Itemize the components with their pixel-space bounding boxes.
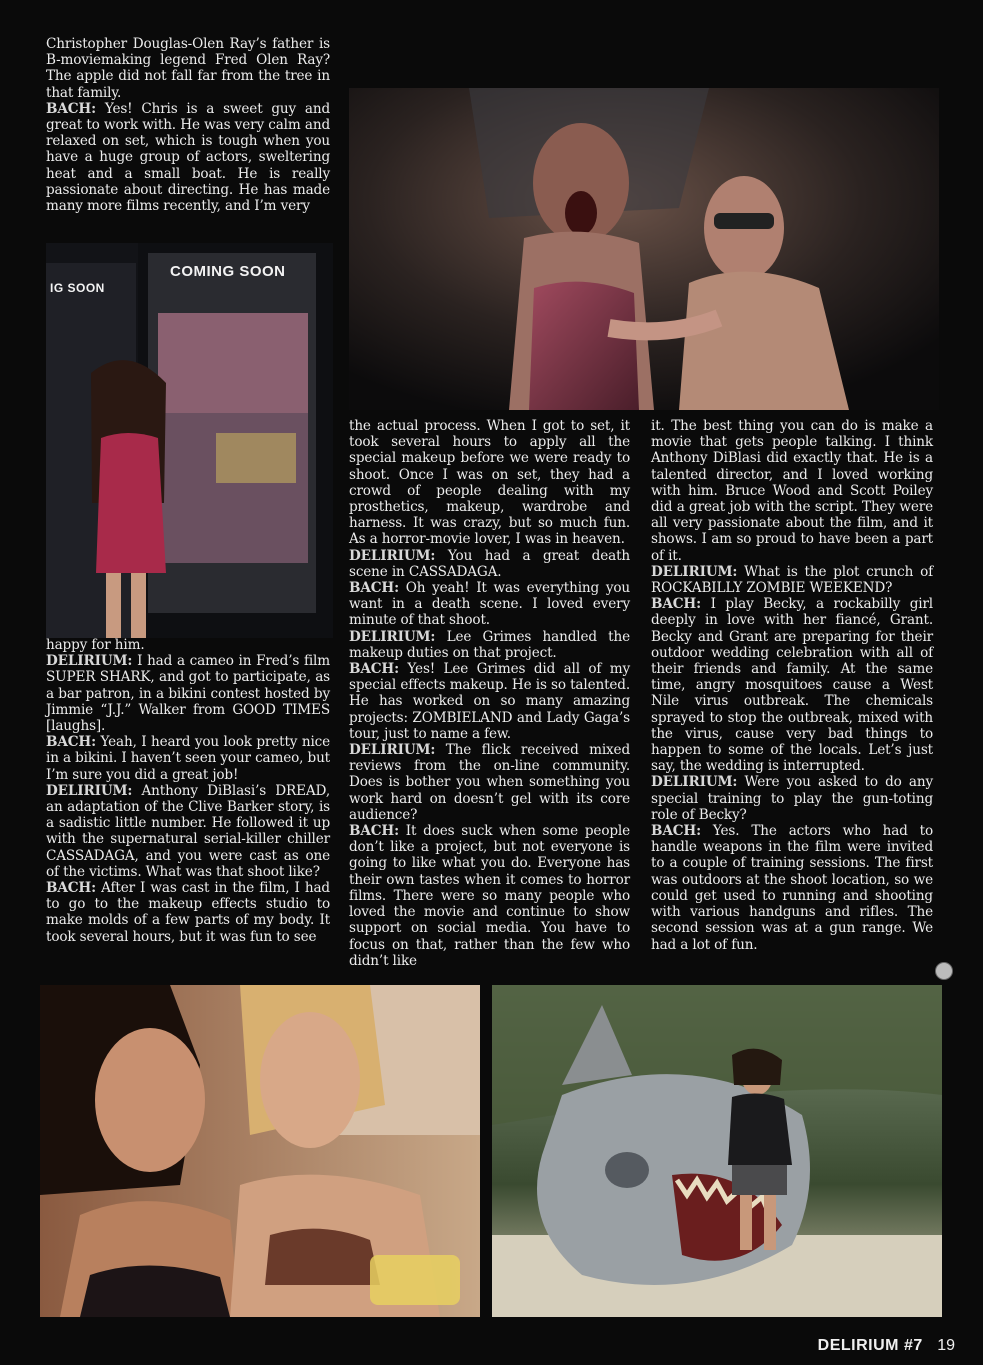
- speaker-label: BACH:: [349, 823, 399, 840]
- magazine-issue: DELIRIUM #7: [817, 1337, 923, 1354]
- paragraph: [349, 661, 630, 742]
- paragraph: [46, 734, 330, 783]
- speaker-label: BACH:: [46, 100, 96, 117]
- paragraph-text: the actual process. When I got to set, it took several hours to apply all the special makeup before we were ready to shoot. Once I was on set, they had a crowd of people dealing with my prosthetics, makeup, wardrobe and harness. It was crazy, but so much fun. As a horror-movie lover, I was in heaven.: [349, 418, 630, 548]
- premiere-poster-photo: [46, 243, 333, 638]
- speaker-label: DELIRIUM:: [651, 563, 738, 580]
- speaker-label: DELIRIUM:: [349, 547, 436, 564]
- speaker-label: BACH:: [46, 734, 96, 751]
- speaker-label: DELIRIUM:: [349, 742, 436, 759]
- paragraph: [651, 596, 933, 774]
- paragraph-text: It does suck when some people don’t like a project, but not everyone is going to like what you do. Everyone has their own tastes when it comes to horror films. There were so many people who loved the movie and continue to show support on social media. You have to focus on that, rather than the few who didn’t like: [349, 823, 630, 969]
- paragraph: [46, 880, 330, 945]
- paragraph: [651, 564, 933, 596]
- paragraph: [349, 548, 630, 580]
- paragraph: [349, 580, 630, 629]
- paragraph: [349, 823, 630, 969]
- column-2-text: [349, 418, 630, 969]
- paragraph: [651, 823, 933, 953]
- paragraph: [46, 637, 330, 653]
- end-of-article-icon: [935, 962, 953, 980]
- paragraph: [46, 36, 330, 101]
- paragraph-text: The flick received mixed reviews from the on-line community. Does is bother you when something you work hard on doesn’t gel with its core audience?: [349, 742, 630, 823]
- paragraph: [651, 774, 933, 823]
- bikini-still-photo: [40, 985, 480, 1317]
- paragraph-text: it. The best thing you can do is make a movie that gets people talking. I think Anthony DiBlasi did exactly that. He is a talented director, and I loved working with him. Bruce Wood and Scott Poiley did a great job with the script. They were all very passionate about the film, and it shows. I am so proud to have been a part of it.: [651, 418, 933, 564]
- paragraph-text: Yes! Lee Grimes did all of my special effects makeup. He is so talented. He has worked on so many amazing projects: ZOMBIELAND and Lady Gaga’s tour, just to name a few.: [349, 661, 630, 742]
- paragraph: [46, 101, 330, 214]
- paragraph-text: Lee Grimes handled the makeup duties on that project.: [349, 628, 630, 661]
- paragraph: [349, 418, 630, 548]
- speaker-label: DELIRIUM:: [651, 774, 738, 791]
- paragraph-text: happy for him.: [46, 637, 145, 653]
- paragraph-text: Yes! Chris is a sweet guy and great to work with. He was very calm and relaxed on set, which is tough when you have a huge group of actors, sweltering heat and a small boat. He is really passionate about directing. He has made many more films recently, and I’m very: [46, 100, 330, 215]
- column-3-text: [651, 418, 933, 953]
- zombie-still-photo: [349, 88, 939, 410]
- paragraph: [349, 742, 630, 823]
- page-footer: [818, 1337, 955, 1355]
- paragraph-text: Yes. The actors who had to handle weapons in the film were invited to a couple of training sessions. The first was outdoors at the shoot location, so we could get used to running and shooting with various handguns and rifles. The second session was at a gun range. We had a lot of fun.: [651, 823, 933, 953]
- paragraph-text: You had a great death scene in CASSADAGA.: [349, 547, 630, 580]
- speaker-label: DELIRIUM:: [46, 653, 133, 670]
- paragraph-text: Yeah, I heard you look pretty nice in a bikini. I haven’t seen your cameo, but I’m sure you did a great job!: [46, 734, 330, 783]
- coming-soon-sign: COMING SOON: [170, 263, 286, 280]
- paragraph: [46, 783, 330, 880]
- speaker-label: BACH:: [46, 880, 96, 897]
- ig-soon-sign: IG SOON: [50, 281, 105, 295]
- speaker-label: BACH:: [349, 661, 399, 678]
- speaker-label: DELIRIUM:: [349, 628, 436, 645]
- speaker-label: BACH:: [349, 580, 399, 597]
- paragraph-text: Christopher Douglas-Olen Ray’s father is B-moviemaking legend Fred Olen Ray? The apple did not fall far from the tree in that family.: [46, 36, 330, 101]
- speaker-label: BACH:: [651, 823, 701, 840]
- paragraph: [46, 653, 330, 734]
- column-1-bottom-text: [46, 637, 330, 945]
- paragraph-text: What is the plot crunch of ROCKABILLY ZOMBIE WEEKEND?: [651, 563, 933, 597]
- shark-prop-photo: [492, 985, 942, 1317]
- paragraph: [349, 629, 630, 661]
- paragraph-text: Oh yeah! It was everything you want in a death scene. I loved every minute of that shoot.: [349, 580, 630, 629]
- paragraph-text: I had a cameo in Fred’s film SUPER SHARK, and got to participate, as a bar patron, in a bikini contest hosted by Jimmie “J.J.” Walker from GOOD TIMES [laughs].: [46, 653, 330, 735]
- paragraph-text: Anthony DiBlasi’s DREAD, an adaptation of the Clive Barker story, is a sadistic little number. He followed it up with the supernatural serial-killer chiller CASSADAGA, and you were cast as one of the victims. What was that shoot like?: [46, 782, 330, 880]
- paragraph-text: Were you asked to do any special training to play the gun-toting role of Becky?: [651, 774, 933, 823]
- paragraph-text: I play Becky, a rockabilly girl deeply in love with her fiancé, Grant. Becky and Grant are preparing for their outdoor wedding celebration with all of their friends and family. At the same time, angry mosquitoes cause a West Nile virus outbreak. The chemicals sprayed to stop the outbreak, mixed with the virus, cause very bad things to happen to some of the locals. Let’s just say, the wedding is interrupted.: [651, 596, 933, 775]
- column-1-top-text: [46, 36, 330, 214]
- speaker-label: DELIRIUM:: [46, 782, 133, 799]
- paragraph-text: After I was cast in the film, I had to go to the makeup effects studio to make molds of a few parts of my body. It took several hours, but it was fun to see: [46, 880, 330, 945]
- speaker-label: BACH:: [651, 596, 701, 613]
- paragraph: [651, 418, 933, 564]
- page-number: 19: [937, 1337, 955, 1354]
